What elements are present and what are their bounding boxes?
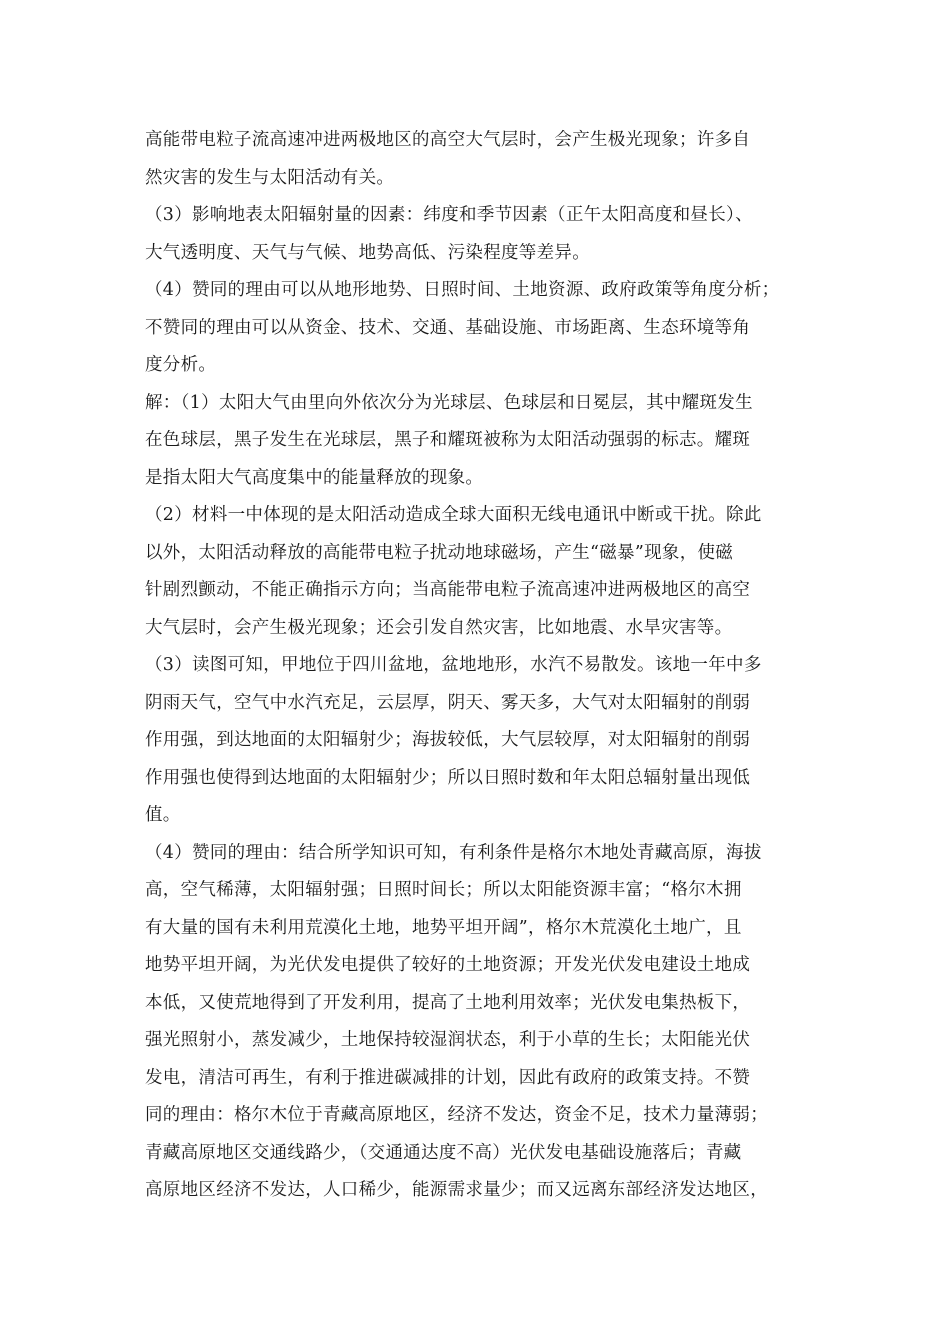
text-line: 青藏高原地区交通线路少，（交通通达度不高）光伏发电基础设施落后；青藏 xyxy=(145,1142,742,1163)
text-line: 大气透明度、天气与气候、地势高低、污染程度等差异。 xyxy=(145,242,590,263)
text-line: 作用强也使得到达地面的太阳辐射少；所以日照时数和年太阳总辐射量出现低 xyxy=(145,767,751,788)
text-line: 本低，又使荒地得到了开发利用，提高了土地利用效率；光伏发电集热板下， xyxy=(145,992,751,1013)
text-line: 高，空气稀薄，太阳辐射强；日照时间长；所以太阳能资源丰富；“格尔木拥 xyxy=(145,880,742,900)
text-line: （3）影响地表太阳辐射量的因素：纬度和季节因素（正午太阳高度和昼长）、 xyxy=(145,205,753,225)
text-line: （4）赞同的理由可以从地形地势、日照时间、土地资源、政府政策等角度分析； xyxy=(145,280,780,300)
text-line: 针剧烈颤动，不能正确指示方向；当高能带电粒子流高速冲进两极地区的高空 xyxy=(145,580,751,600)
text-line: 解：（1）太阳大气由里向外依次分为光球层、色球层和日冕层，其中耀斑发生 xyxy=(145,392,753,413)
text-line: 高能带电粒子流高速冲进两极地区的高空大气层时，会产生极光现象；许多自 xyxy=(145,130,751,150)
text-line: 在色球层，黑子发生在光球层，黑子和耀斑被称为太阳活动强弱的标志。耀斑 xyxy=(145,430,751,450)
text-line: 度分析。 xyxy=(145,355,217,375)
text-line: 值。 xyxy=(145,805,181,825)
text-line: 同的理由：格尔木位于青藏高原地区，经济不发达，资金不足，技术力量薄弱； xyxy=(145,1105,768,1125)
text-line: 强光照射小，蒸发减少，土地保持较湿润状态，利于小草的生长；太阳能光伏 xyxy=(145,1030,751,1050)
text-line: 是指太阳大气高度集中的能量释放的现象。 xyxy=(145,467,484,488)
text-line: （2）材料一中体现的是太阳活动造成全球大面积无线电通讯中断或干扰。除此 xyxy=(145,505,762,525)
text-line: （4）赞同的理由：结合所学知识可知，有利条件是格尔木地处青藏高原，海拔 xyxy=(145,842,762,863)
text-line: 阴雨天气，空气中水汽充足，云层厚，阴天、雾天多，大气对太阳辐射的削弱 xyxy=(145,692,751,713)
text-line: 大气层时，会产生极光现象；还会引发自然灾害，比如地震、水旱灾害等。 xyxy=(145,617,733,638)
text-line: 地势平坦开阔，为光伏发电提供了较好的土地资源；开发光伏发电建设土地成 xyxy=(145,955,751,975)
text-line: 不赞同的理由可以从资金、技术、交通、基础设施、市场距离、生态环境等角 xyxy=(145,317,751,338)
text-line: （3）读图可知，甲地位于四川盆地，盆地地形，水汽不易散发。该地一年中多 xyxy=(145,655,762,675)
text-line: 然灾害的发生与太阳活动有关。 xyxy=(145,167,395,188)
text-line: 发电，清洁可再生，有利于推进碳减排的计划，因此有政府的政策支持。不赞 xyxy=(145,1067,751,1088)
text-line: 以外，太阳活动释放的高能带电粒子扰动地球磁场，产生“磁暴”现象，使磁 xyxy=(145,542,734,563)
document-body xyxy=(145,122,810,1210)
text-line: 有大量的国有未利用荒漠化土地，地势平坦开阔”，格尔木荒漠化土地广，且 xyxy=(145,917,742,938)
text-line: 高原地区经济不发达，人口稀少，能源需求量少；而又远离东部经济发达地区， xyxy=(145,1180,768,1200)
text-line: 作用强，到达地面的太阳辐射少；海拔较低，大气层较厚，对太阳辐射的削弱 xyxy=(145,730,751,750)
